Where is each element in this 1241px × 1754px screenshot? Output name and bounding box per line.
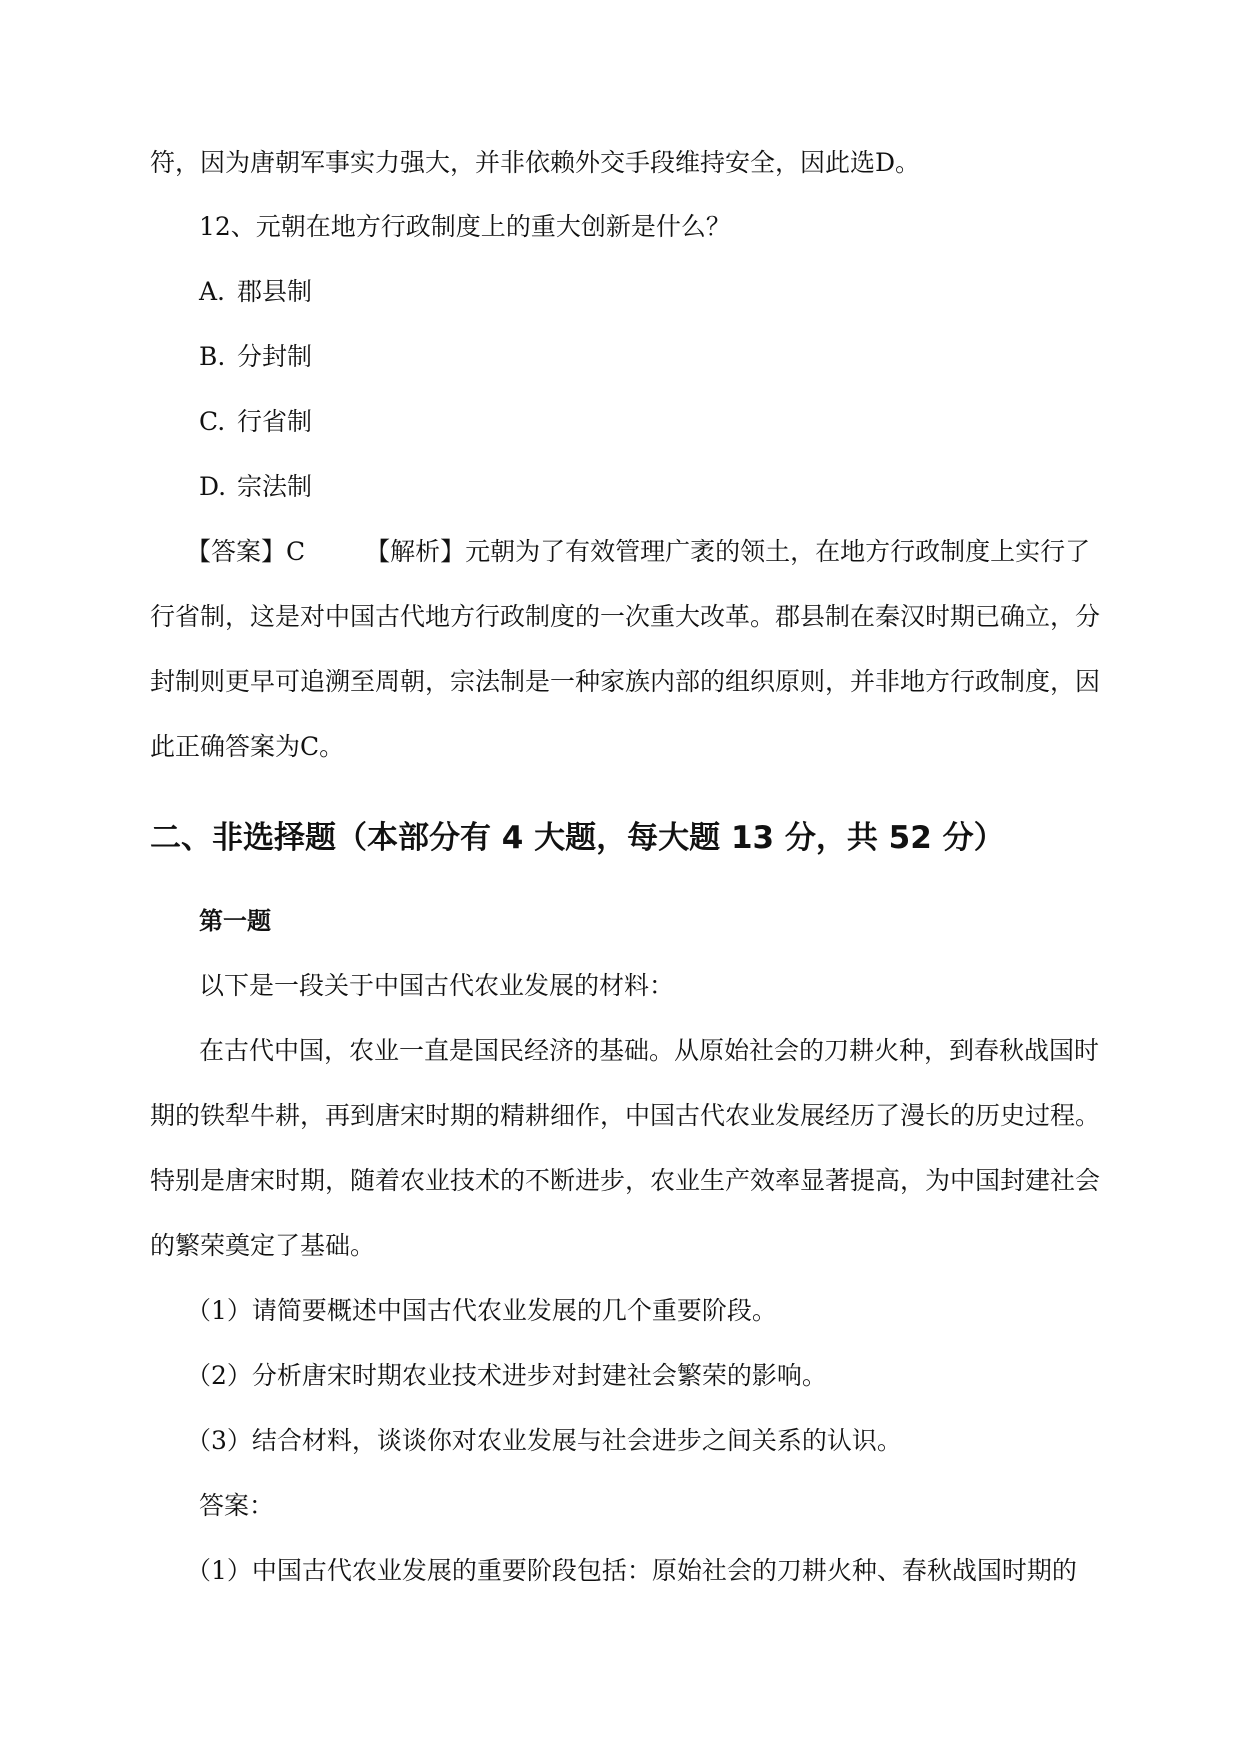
option-a-text: 郡县制 [237,277,313,306]
answer-heading: 答案： [199,1491,275,1520]
option-c-letter: C. [199,407,226,436]
material-line-2: 期的铁犁牛耕，再到唐宋时期的精耕细作，中国古代农业发展经历了漫长的历史过程。 [150,1101,1101,1130]
question-title: 第一题 [199,907,271,935]
option-d [199,471,1091,503]
option-d-letter: D. [199,472,227,501]
section-title: 二、非选择题（本部分有 4 大题，每大题 13 分，共 52 分） [150,820,1005,856]
continuation-text: 符，因为唐朝军事实力强大，并非依赖外交手段维持安全，因此选D。 [150,148,921,177]
answer-label: 【答案】C [186,537,306,566]
analysis-line-4: 此正确答案为C。 [150,732,345,761]
option-b [199,341,1091,373]
material-line-4: 的繁荣奠定了基础。 [150,1231,376,1260]
option-a-letter: A. [199,277,226,306]
material-intro: 以下是一段关于中国古代农业发展的材料： [199,971,675,1000]
answer-1-line: （1）中国古代农业发展的重要阶段包括：原始社会的刀耕火种、春秋战国时期的 [186,1556,1077,1585]
option-c-text: 行省制 [237,407,313,436]
analysis-text: 【解析】元朝为了有效管理广袤的领土，在地方行政制度上实行了 [365,537,1091,566]
answer-analysis-line [186,536,1091,568]
sub-question-3: （3）结合材料，谈谈你对农业发展与社会进步之间关系的认识。 [186,1426,902,1455]
analysis-line-3: 封制则更早可追溯至周朝，宗法制是一种家族内部的组织原则，并非地方行政制度，因 [150,667,1101,696]
option-d-text: 宗法制 [237,472,313,501]
option-b-letter: B. [199,342,226,371]
question-12-stem: 12、元朝在地方行政制度上的重大创新是什么？ [199,212,731,241]
material-line-1: 在古代中国，农业一直是国民经济的基础。从原始社会的刀耕火种，到春秋战国时 [199,1036,1100,1065]
option-c [199,406,1091,438]
analysis-line-2: 行省制，这是对中国古代地方行政制度的一次重大改革。郡县制在秦汉时期已确立，分 [150,602,1101,631]
material-line-3: 特别是唐宋时期，随着农业技术的不断进步，农业生产效率显著提高，为中国封建社会 [150,1166,1101,1195]
sub-question-2: （2）分析唐宋时期农业技术进步对封建社会繁荣的影响。 [186,1361,827,1390]
sub-question-1: （1）请简要概述中国古代农业发展的几个重要阶段。 [186,1296,777,1325]
option-b-text: 分封制 [237,342,313,371]
option-a [199,276,1091,308]
